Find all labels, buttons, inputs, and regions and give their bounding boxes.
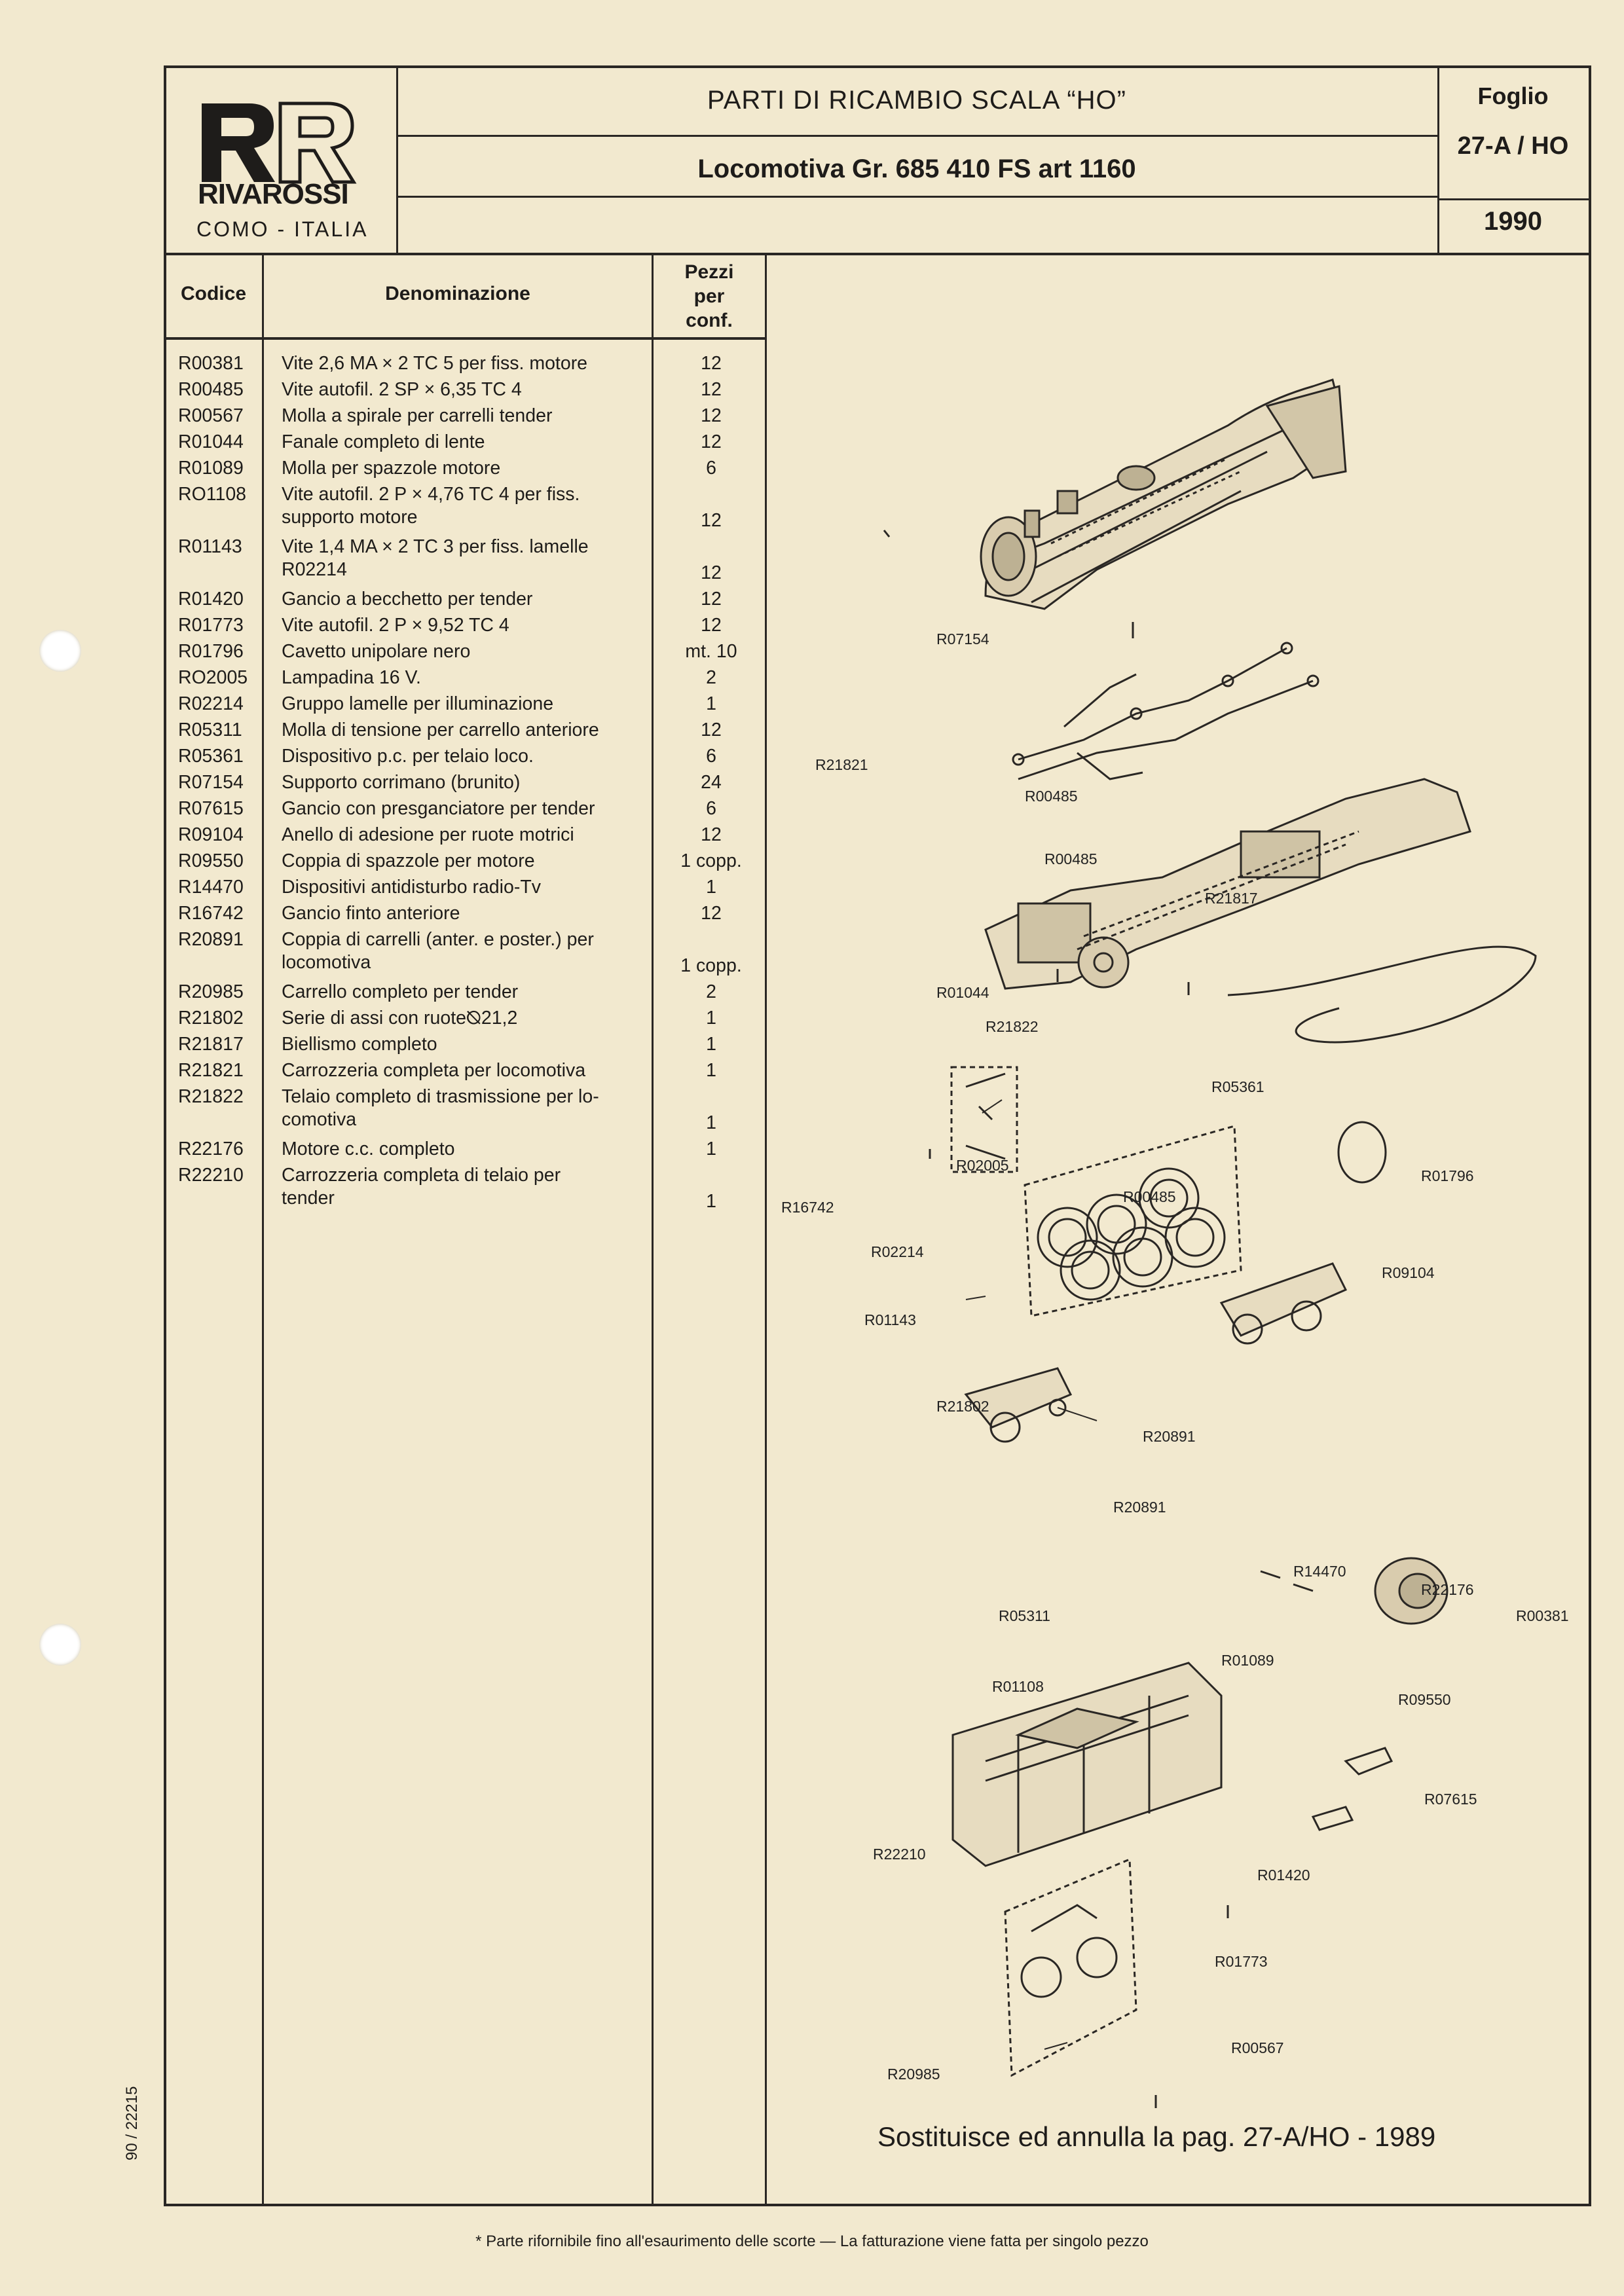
part-qty: 1 copp. bbox=[680, 850, 742, 871]
table-row bbox=[164, 640, 766, 666]
table-row bbox=[164, 1085, 766, 1138]
part-qty: 1 bbox=[706, 1034, 716, 1055]
part-code: R01089 bbox=[178, 458, 244, 479]
replaces-note: Sostituisce ed annulla la pag. 27-A/HO - 1989 bbox=[877, 2121, 1436, 2152]
part-code: R22176 bbox=[178, 1139, 244, 1159]
part-callout-r14470: R14470 bbox=[1293, 1563, 1346, 1580]
chassis-drawing bbox=[986, 779, 1470, 989]
part-name-line: Coppia di spazzole per motore bbox=[282, 850, 535, 871]
part-code: R07154 bbox=[178, 772, 244, 793]
part-code: R09104 bbox=[178, 824, 244, 845]
leader-lines bbox=[966, 1100, 1097, 2049]
part-qty: 12 bbox=[701, 405, 722, 426]
part-qty: 12 bbox=[701, 353, 722, 374]
part-callout-r05361: R05361 bbox=[1211, 1078, 1264, 1095]
table-row bbox=[164, 1164, 766, 1216]
part-code: R07615 bbox=[178, 798, 244, 819]
table-row bbox=[164, 588, 766, 614]
wheelset-drawing bbox=[1025, 1126, 1241, 1316]
table-row bbox=[164, 824, 766, 850]
tender-bogie-drawing bbox=[1005, 1859, 1136, 2075]
brand-city: COMO - ITALIA bbox=[196, 217, 369, 241]
column-header-qty-line: conf. bbox=[686, 310, 733, 331]
part-name-line: Vite autofil. 2 P × 9,52 TC 4 bbox=[282, 615, 509, 636]
part-qty: 1 bbox=[706, 1060, 716, 1081]
part-qty: 12 bbox=[701, 431, 722, 452]
part-code: R00567 bbox=[178, 405, 244, 426]
part-callout-r01143: R01143 bbox=[864, 1311, 916, 1328]
part-callout-r05311: R05311 bbox=[999, 1607, 1050, 1624]
part-code: R20985 bbox=[178, 981, 244, 1002]
part-qty: 12 bbox=[701, 589, 722, 610]
motor-drawing bbox=[1261, 1558, 1447, 1624]
part-name-line: Gancio a becchetto per tender bbox=[282, 589, 533, 610]
part-name-line: Lampadina 16 V. bbox=[282, 667, 421, 688]
part-callout-r01044: R01044 bbox=[936, 984, 989, 1001]
table-row bbox=[164, 378, 766, 405]
brand-name: RIVAROSSI bbox=[198, 178, 348, 210]
part-name-line: Vite 2,6 MA × 2 TC 5 per fiss. motore bbox=[282, 353, 588, 374]
part-name-line: Carrozzeria completa per locomotiva bbox=[282, 1060, 586, 1081]
part-name-line: Molla a spirale per carrelli tender bbox=[282, 405, 553, 426]
table-row bbox=[164, 745, 766, 771]
rear-bogie-drawing bbox=[1221, 1264, 1346, 1343]
part-name-line: R02214 bbox=[282, 559, 347, 580]
part-qty: mt. 10 bbox=[685, 641, 737, 662]
part-name-line: Carrello completo per tender bbox=[282, 981, 519, 1002]
part-qty: 12 bbox=[701, 510, 722, 531]
part-name-line: Gancio finto anteriore bbox=[282, 903, 460, 924]
table-row bbox=[164, 352, 766, 378]
table-row bbox=[164, 1033, 766, 1059]
part-code: R05361 bbox=[178, 746, 244, 767]
part-callout-r20985: R20985 bbox=[887, 2066, 940, 2083]
part-qty: 6 bbox=[706, 746, 716, 767]
part-code: R01143 bbox=[178, 536, 242, 557]
part-name-line: Vite autofil. 2 SP × 6,35 TC 4 bbox=[282, 379, 522, 400]
part-qty: 1 copp. bbox=[680, 955, 742, 976]
cable-drawing bbox=[1228, 947, 1536, 1042]
page-subtitle: Locomotiva Gr. 685 410 FS art 1160 bbox=[396, 137, 1437, 198]
punch-hole-top bbox=[39, 630, 81, 672]
table-row bbox=[164, 876, 766, 902]
lamellae-drawing bbox=[966, 1074, 1005, 1159]
part-callout-r01420: R01420 bbox=[1257, 1867, 1310, 1884]
part-name-line: Gancio con presganciatore per tender bbox=[282, 798, 595, 819]
part-code: R16742 bbox=[178, 903, 244, 924]
lamellae-box bbox=[951, 1067, 1017, 1172]
part-name-line: Serie di assi con ruote⦰21,2 bbox=[282, 1008, 518, 1029]
part-code: R22210 bbox=[178, 1165, 244, 1186]
part-code: R21822 bbox=[178, 1086, 244, 1107]
part-qty: 1 bbox=[706, 1139, 716, 1159]
part-callout-r20891b: R20891 bbox=[1113, 1499, 1166, 1516]
page-title: PARTI DI RICAMBIO SCALA “HO” bbox=[396, 65, 1437, 137]
part-qty: 24 bbox=[701, 772, 722, 793]
part-callout-r09550: R09550 bbox=[1398, 1691, 1451, 1708]
part-name-line: Anello di adesione per ruote motrici bbox=[282, 824, 574, 845]
footnote: * Parte rifornibile fino all'esaurimento delle scorte — La fatturazione viene fatta per singolo pezzo bbox=[475, 2232, 1149, 2250]
part-code: R21821 bbox=[178, 1060, 244, 1081]
part-callout-r22176: R22176 bbox=[1421, 1581, 1474, 1598]
table-row bbox=[164, 1059, 766, 1085]
part-qty: 1 bbox=[706, 693, 716, 714]
part-callout-r01796: R01796 bbox=[1421, 1167, 1474, 1184]
table-row bbox=[164, 693, 766, 719]
table-row bbox=[164, 483, 766, 536]
part-callout-r21817: R21817 bbox=[1205, 890, 1258, 907]
part-qty: 2 bbox=[706, 667, 716, 688]
part-callout-r00485c: R00485 bbox=[1123, 1188, 1176, 1205]
part-qty: 6 bbox=[706, 798, 716, 819]
table-row bbox=[164, 902, 766, 928]
part-qty: 12 bbox=[701, 615, 722, 636]
part-code: R20891 bbox=[178, 929, 244, 950]
part-callout-r07154: R07154 bbox=[936, 630, 989, 647]
part-callout-r16742: R16742 bbox=[781, 1199, 834, 1216]
part-name-line: Fanale completo di lente bbox=[282, 431, 485, 452]
part-qty: 12 bbox=[701, 562, 722, 583]
part-qty: 1 bbox=[706, 1191, 716, 1212]
part-qty: 1 bbox=[706, 1008, 716, 1029]
part-code: R14470 bbox=[178, 877, 244, 898]
part-callout-r01089: R01089 bbox=[1221, 1652, 1274, 1669]
table-row bbox=[164, 1138, 766, 1164]
part-callout-r02214: R02214 bbox=[871, 1243, 924, 1260]
part-name-line: comotiva bbox=[282, 1109, 357, 1130]
ring-drawing bbox=[1338, 1122, 1386, 1182]
part-callout-r09104: R09104 bbox=[1382, 1264, 1435, 1281]
column-header-qty-line: per bbox=[693, 285, 725, 307]
side-code: 90 / 22215 bbox=[123, 2086, 141, 2160]
part-qty: 12 bbox=[701, 824, 722, 845]
table-row bbox=[164, 1007, 766, 1033]
part-code: RO1108 bbox=[178, 484, 247, 505]
sheet-label: Foglio bbox=[1477, 82, 1549, 109]
table-row bbox=[164, 457, 766, 483]
part-code: R00485 bbox=[178, 379, 244, 400]
hook-drawing bbox=[1313, 1748, 1392, 1830]
part-code: R01773 bbox=[178, 615, 244, 636]
part-code: R01420 bbox=[178, 589, 244, 610]
column-header-qty bbox=[654, 260, 765, 333]
part-name-line: Molla di tensione per carrello anteriore bbox=[282, 720, 599, 740]
part-name-line: Cavetto unipolare nero bbox=[282, 641, 471, 662]
part-name-line: Dispositivo p.c. per telaio loco. bbox=[282, 746, 534, 767]
part-callout-r21802: R21802 bbox=[936, 1398, 989, 1415]
part-qty: 12 bbox=[701, 720, 722, 740]
punch-hole-bottom bbox=[39, 1624, 81, 1666]
part-callout-r21821: R21821 bbox=[815, 756, 868, 773]
part-callout-r00485b: R00485 bbox=[1044, 850, 1098, 867]
part-name-line: tender bbox=[282, 1188, 335, 1209]
part-name-line: Gruppo lamelle per illuminazione bbox=[282, 693, 554, 714]
table-row bbox=[164, 536, 766, 588]
part-name-line: Telaio completo di trasmissione per lo- bbox=[282, 1086, 599, 1107]
table-row bbox=[164, 797, 766, 824]
part-code: R02214 bbox=[178, 693, 244, 714]
part-qty: 2 bbox=[706, 981, 716, 1002]
part-qty: 12 bbox=[701, 903, 722, 924]
table-row bbox=[164, 431, 766, 457]
part-code: R01796 bbox=[178, 641, 244, 662]
column-header-code: Codice bbox=[180, 283, 247, 304]
table-row bbox=[164, 719, 766, 745]
locomotive-body-drawing bbox=[981, 380, 1346, 609]
part-name-line: Motore c.c. completo bbox=[282, 1139, 455, 1159]
table-row bbox=[164, 666, 766, 693]
part-name-line: Vite 1,4 MA × 2 TC 3 per fiss. lamelle bbox=[282, 536, 589, 557]
sheet-number: 27-A / HO bbox=[1437, 128, 1589, 200]
part-qty: 6 bbox=[706, 458, 716, 479]
table-row bbox=[164, 850, 766, 876]
part-callout-r01108: R01108 bbox=[992, 1678, 1044, 1695]
column-header-name: Denominazione bbox=[385, 283, 530, 304]
part-callout-r20891a: R20891 bbox=[1143, 1428, 1196, 1445]
part-name-line: Vite autofil. 2 P × 4,76 TC 4 per fiss. bbox=[282, 484, 580, 505]
part-qty: 1 bbox=[706, 877, 716, 898]
part-callout-r22210: R22210 bbox=[873, 1846, 926, 1863]
part-callout-r00485a: R00485 bbox=[1025, 788, 1078, 805]
part-code: R21802 bbox=[178, 1008, 244, 1029]
part-code: R01044 bbox=[178, 431, 244, 452]
part-name-line: Supporto corrimano (brunito) bbox=[282, 772, 521, 793]
rods-drawing bbox=[1013, 643, 1318, 779]
column-header-qty-line: Pezzi bbox=[684, 261, 734, 283]
part-name-line: Biellismo completo bbox=[282, 1034, 437, 1055]
part-code: R05311 bbox=[178, 720, 242, 740]
part-name-line: Carrozzeria completa di telaio per bbox=[282, 1165, 561, 1186]
part-callout-r21822: R21822 bbox=[986, 1018, 1039, 1035]
part-code: R21817 bbox=[178, 1034, 244, 1055]
table-row bbox=[164, 928, 766, 981]
table-row bbox=[164, 405, 766, 431]
part-name-line: Dispositivi antidisturbo radio-Tv bbox=[282, 877, 541, 898]
table-header-rule bbox=[164, 337, 766, 340]
header bbox=[164, 65, 1591, 255]
part-code: RO2005 bbox=[178, 667, 248, 688]
part-callout-r00567: R00567 bbox=[1231, 2039, 1284, 2056]
title-block bbox=[396, 65, 1439, 253]
part-name-line: locomotiva bbox=[282, 952, 371, 973]
part-name-line: Molla per spazzole motore bbox=[282, 458, 501, 479]
table-row bbox=[164, 771, 766, 797]
logo bbox=[164, 65, 398, 253]
part-qty: 12 bbox=[701, 379, 722, 400]
sheet-year: 1990 bbox=[1484, 207, 1542, 236]
table-row bbox=[164, 981, 766, 1007]
part-callout-r00381: R00381 bbox=[1516, 1607, 1569, 1624]
part-code: R00381 bbox=[178, 353, 244, 374]
table-row bbox=[164, 614, 766, 640]
part-callout-r02005: R02005 bbox=[956, 1157, 1009, 1174]
part-code: R09550 bbox=[178, 850, 244, 871]
part-qty: 1 bbox=[706, 1112, 716, 1133]
part-callout-r07615: R07615 bbox=[1424, 1791, 1477, 1808]
part-name-line: supporto motore bbox=[282, 507, 418, 528]
part-name-line: Coppia di carrelli (anter. e poster.) per bbox=[282, 929, 594, 950]
part-callout-r01773: R01773 bbox=[1215, 1953, 1268, 1970]
sheet-info bbox=[1437, 65, 1589, 253]
exploded-diagram bbox=[769, 255, 1588, 2206]
